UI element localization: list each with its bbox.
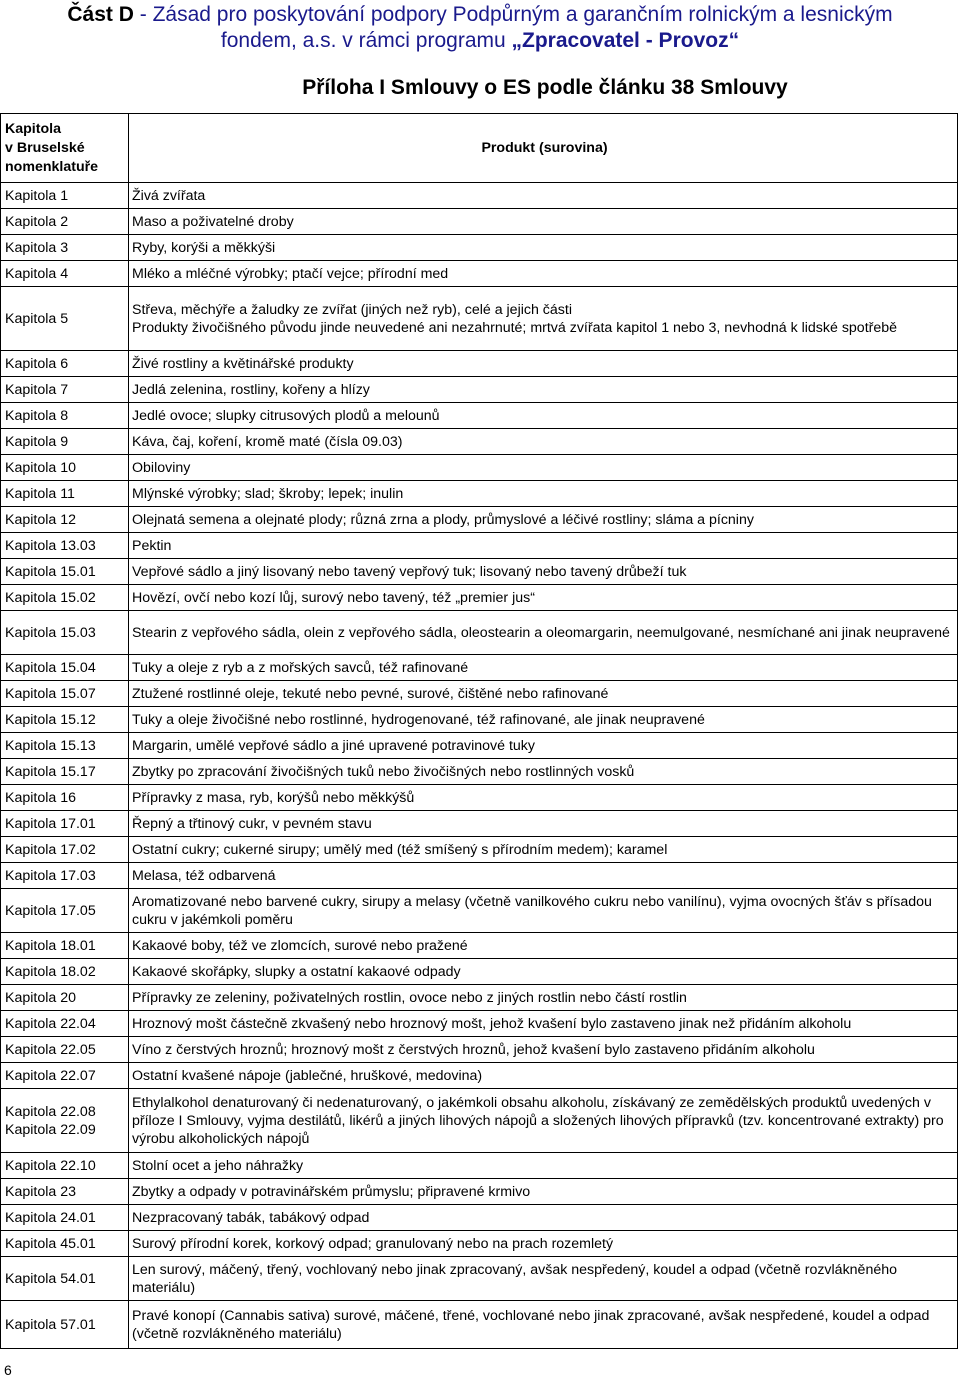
table-row-product <box>129 707 958 733</box>
product-text: Len surový, máčený, třený, vochlovaný nebo jinak zpracovaný, avšak nespředený, koudel a odpad (včetně rozvlákněného materiálu) <box>132 1261 898 1296</box>
table-row-chapter <box>0 261 129 287</box>
table-row-chapter <box>0 377 129 403</box>
nomenclature-table <box>0 113 958 1349</box>
table-row-chapter <box>0 1063 129 1089</box>
chapter-stack <box>5 815 96 833</box>
table-row-product <box>129 863 958 889</box>
table-row-product <box>129 559 958 585</box>
chapter-stack <box>5 989 76 1007</box>
table-row-product <box>129 351 958 377</box>
table-row-product <box>129 183 958 209</box>
header-product: Produkt (surovina) <box>129 113 958 183</box>
chapter-stack <box>5 763 96 781</box>
chapter-stack <box>5 1183 76 1201</box>
chapter-stack <box>5 659 96 677</box>
chapter-stack <box>5 1157 96 1175</box>
chapter-label: Kapitola 8 <box>5 407 69 424</box>
table-row-product <box>129 455 958 481</box>
product-text: Pektin <box>132 537 172 554</box>
title-program-name: „Zpracovatel - Provoz“ <box>511 29 740 52</box>
chapter-stack <box>5 737 96 755</box>
product-text: Střeva, měchýře a žaludky ze zvířat (jiných než ryb), celé a jejich části Produkty živočišného původu jinde neuvedené ani nezahrnuté; mrtvá zvířata kapitol 1 nebo 3, nevhodná k lidské spotřebě <box>132 301 898 336</box>
table-row-product <box>129 507 958 533</box>
chapter-stack <box>5 685 96 703</box>
table-row-chapter <box>0 455 129 481</box>
table-row-chapter <box>0 1037 129 1063</box>
chapter-label: Kapitola 12 <box>5 511 76 528</box>
chapter-stack <box>5 589 96 607</box>
chapter-stack <box>5 1015 96 1033</box>
chapter-stack <box>5 310 68 328</box>
table-row-product <box>129 1179 958 1205</box>
product-text: Jedlá zelenina, rostliny, kořeny a hlízy <box>132 381 370 398</box>
chapter-label: Kapitola 3 <box>5 239 69 256</box>
product-text: Ryby, korýši a měkkýši <box>132 239 276 256</box>
chapter-label: Kapitola 6 <box>5 355 69 372</box>
chapter-stack <box>5 407 68 425</box>
product-text: Surový přírodní korek, korkový odpad; granulovaný nebo na prach rozemletý <box>132 1235 614 1252</box>
chapter-label: Kapitola 16 <box>5 789 76 806</box>
table-row-product <box>129 209 958 235</box>
chapter-stack <box>5 485 75 503</box>
chapter-stack <box>5 902 96 920</box>
table-row-chapter <box>0 681 129 707</box>
table-row-chapter <box>0 707 129 733</box>
chapter-stack <box>5 841 96 859</box>
product-text: Maso a poživatelné droby <box>132 213 294 230</box>
chapter-label: Kapitola 22.07 <box>5 1067 96 1084</box>
table-row-product <box>129 1011 958 1037</box>
header-chapter-line: nomenklatuře <box>5 158 99 175</box>
chapter-stack <box>5 937 96 955</box>
product-text: Tuky a oleje živočišné nebo rostlinné, hydrogenované, též rafinované, ale jinak neupravené <box>132 711 705 728</box>
table-row-chapter <box>0 351 129 377</box>
product-text: Aromatizované nebo barvené cukry, sirupy a melasy (včetně vanilkového cukru nebo vanilínu), vyjma ovocných šťáv s přísadou cukru v jakémkoli poměru <box>132 893 932 928</box>
chapter-label: Kapitola 54.01 <box>5 1270 96 1287</box>
product-text: Jedlé ovoce; slupky citrusových plodů a melounů <box>132 407 440 424</box>
table-row-product <box>129 429 958 455</box>
product-text: Pravé konopí (Cannabis sativa) surové, máčené, třené, vochlované nebo jinak zpracované, avšak nespředené, koudel a odpad (včetně rozvlákněného materiálu) <box>132 1307 930 1342</box>
chapter-label: Kapitola 22.08 <box>5 1103 96 1120</box>
product-text: Hovězí, ovčí nebo kozí lůj, surový nebo tavený, též „premier jus“ <box>132 589 535 606</box>
table-row-product <box>129 1089 958 1153</box>
table-row-chapter <box>0 759 129 785</box>
table-row-chapter <box>0 837 129 863</box>
product-text: Káva, čaj, koření, kromě maté (čísla 09.03) <box>132 433 403 450</box>
table-row-product <box>129 655 958 681</box>
title-separator: - <box>133 3 153 26</box>
table-row-chapter <box>0 481 129 507</box>
chapter-label: Kapitola 45.01 <box>5 1235 96 1252</box>
table-row-product <box>129 1301 958 1349</box>
chapter-stack <box>5 1270 96 1288</box>
chapter-label: Kapitola 15.17 <box>5 763 96 780</box>
chapter-stack <box>5 1316 96 1334</box>
title-line2-a: fondem, a.s. <box>220 29 337 52</box>
chapter-label: Kapitola 2 <box>5 213 69 230</box>
table-row-chapter <box>0 959 129 985</box>
table-row-product <box>129 759 958 785</box>
chapter-stack <box>5 563 96 581</box>
table-row-product <box>129 611 958 655</box>
table-row-product <box>129 287 958 351</box>
product-text: Kakaové boby, též ve zlomcích, surové nebo pražené <box>132 937 468 954</box>
chapter-stack <box>5 1067 96 1085</box>
title-line1: Zásad pro poskytování podpory Podpůrným a garančním rolnickým a lesnickým <box>152 3 893 26</box>
chapter-label: Kapitola 15.01 <box>5 563 96 580</box>
chapter-label: Kapitola 23 <box>5 1183 76 1200</box>
product-text: Přípravky z masa, ryb, korýšů nebo měkkýšů <box>132 789 415 806</box>
product-text: Vepřové sádlo a jiný lisovaný nebo tavený vepřový tuk; lisovaný nebo tavený drůbeží tuk <box>132 563 687 580</box>
chapter-label: Kapitola 57.01 <box>5 1316 96 1333</box>
table-row-product <box>129 889 958 933</box>
chapter-label: Kapitola 15.07 <box>5 685 96 702</box>
table-row-product <box>129 1231 958 1257</box>
table-row-chapter <box>0 507 129 533</box>
product-text: Obiloviny <box>132 459 191 476</box>
table-row-chapter <box>0 611 129 655</box>
table-row-product <box>129 681 958 707</box>
chapter-label: Kapitola 18.02 <box>5 963 96 980</box>
chapter-stack <box>5 187 68 205</box>
table-row-product <box>129 1257 958 1301</box>
table-row-product <box>129 481 958 507</box>
chapter-label: Kapitola 10 <box>5 459 76 476</box>
chapter-stack <box>5 711 96 729</box>
chapter-stack <box>5 355 68 373</box>
table-row-product <box>129 403 958 429</box>
table-row-chapter <box>0 889 129 933</box>
chapter-label: Kapitola 17.01 <box>5 815 96 832</box>
chapter-label: Kapitola 15.02 <box>5 589 96 606</box>
chapter-label: Kapitola 17.02 <box>5 841 96 858</box>
chapter-label: Kapitola 7 <box>5 381 69 398</box>
product-text: Kakaové skořápky, slupky a ostatní kakaové odpady <box>132 963 461 980</box>
table-row-chapter <box>0 209 129 235</box>
chapter-stack <box>5 1235 96 1253</box>
product-text: Melasa, též odbarvená <box>132 867 276 884</box>
chapter-label: Kapitola 22.09 <box>5 1121 96 1138</box>
product-text: Ethylalkohol denaturovaný či nedenaturovaný, o jakémkoli obsahu alkoholu, získávaný ze zemědělských produktů uvedených v příloze I Smlouvy, vyjma destilátů, likérů a jiných lihových nápojů a složených lihových přípravků (tzv. koncentrované extrakty) pro výrobu alkoholických nápojů <box>132 1094 944 1147</box>
chapter-label: Kapitola 18.01 <box>5 937 96 954</box>
product-text: Živé rostliny a květinářské produkty <box>132 355 354 372</box>
product-text: Stolní ocet a jeho náhražky <box>132 1157 304 1174</box>
table-row-product <box>129 1063 958 1089</box>
table-row-chapter <box>0 1153 129 1179</box>
chapter-stack <box>5 624 96 642</box>
table-row-chapter <box>0 655 129 681</box>
product-text: Mléko a mléčné výrobky; ptačí vejce; přírodní med <box>132 265 449 282</box>
chapter-label: Kapitola 5 <box>5 310 69 327</box>
chapter-stack <box>5 789 76 807</box>
table-row-chapter <box>0 1231 129 1257</box>
section-subtitle: Příloha I Smlouvy o ES podle článku 38 Smlouvy <box>302 76 788 99</box>
table-row-chapter <box>0 1257 129 1301</box>
chapter-label: Kapitola 24.01 <box>5 1209 96 1226</box>
table-row-chapter <box>0 533 129 559</box>
table-row-chapter <box>0 733 129 759</box>
table-row-product <box>129 533 958 559</box>
chapter-stack <box>5 239 68 257</box>
table-row-chapter <box>0 403 129 429</box>
chapter-stack <box>5 867 96 885</box>
page-number: 6 <box>4 1362 12 1378</box>
product-text: Víno z čerstvých hroznů; hroznový mošt z čerstvých hroznů, jehož kvašení bylo zastaveno přidáním alkoholu <box>132 1041 815 1058</box>
table-row-product <box>129 811 958 837</box>
table-row-product <box>129 985 958 1011</box>
header-chapter-line: Kapitola <box>5 120 61 137</box>
table-row-product <box>129 837 958 863</box>
product-text: Tuky a oleje z ryb a z mořských savců, též rafinované <box>132 659 469 676</box>
chapter-stack <box>5 433 68 451</box>
chapter-stack <box>5 381 68 399</box>
product-text: Margarin, umělé vepřové sádlo a jiné upravené potravinové tuky <box>132 737 535 754</box>
product-text: Hroznový mošt částečně zkvašený nebo hroznový mošt, jehož kvašení bylo zastaveno jinak než přidáním alkoholu <box>132 1015 852 1032</box>
table-row-chapter <box>0 585 129 611</box>
chapter-stack <box>5 511 76 529</box>
table-row-product <box>129 377 958 403</box>
product-text: Živá zvířata <box>132 187 206 204</box>
product-text: Ztužené rostlinné oleje, tekuté nebo pevné, surové, čištěné nebo rafinované <box>132 685 609 702</box>
table-row-chapter <box>0 1205 129 1231</box>
table-row-chapter <box>0 1011 129 1037</box>
table-row-product <box>129 1205 958 1231</box>
chapter-label: Kapitola 17.03 <box>5 867 96 884</box>
table-row-chapter <box>0 183 129 209</box>
table-row-product <box>129 1037 958 1063</box>
chapter-label: Kapitola 15.04 <box>5 659 96 676</box>
chapter-label: Kapitola 15.13 <box>5 737 96 754</box>
table-row-chapter <box>0 1179 129 1205</box>
table-row-product <box>129 235 958 261</box>
product-text: Ostatní cukry; cukerné sirupy; umělý med (též smíšený s přírodním medem); karamel <box>132 841 668 858</box>
chapter-label: Kapitola 15.12 <box>5 711 96 728</box>
header-chapter <box>0 113 129 183</box>
chapter-stack <box>5 1209 96 1227</box>
table-row-chapter <box>0 559 129 585</box>
chapter-label: Kapitola 20 <box>5 989 76 1006</box>
document-title <box>0 2 960 54</box>
table-row-chapter <box>0 429 129 455</box>
product-text: Přípravky ze zeleniny, poživatelných rostlin, ovoce nebo z jiných rostlin nebo částí rostlin <box>132 989 687 1006</box>
chapter-label: Kapitola 22.04 <box>5 1015 96 1032</box>
product-text: Zbytky po zpracování živočišných tuků nebo živočišných nebo rostlinných vosků <box>132 763 635 780</box>
product-text: Ostatní kvašené nápoje (jablečné, hruškové, medovina) <box>132 1067 483 1084</box>
product-text: Mlýnské výrobky; slad; škroby; lepek; inulin <box>132 485 404 502</box>
table-row-product <box>129 1153 958 1179</box>
table-row-product <box>129 585 958 611</box>
table-row-chapter <box>0 985 129 1011</box>
chapter-stack <box>5 1041 96 1059</box>
chapter-stack <box>5 537 96 555</box>
table-row-chapter <box>0 933 129 959</box>
table-row-product <box>129 959 958 985</box>
table-row-chapter <box>0 235 129 261</box>
chapter-label: Kapitola 9 <box>5 433 69 450</box>
title-part: Část D <box>67 3 134 26</box>
table-row-chapter <box>0 287 129 351</box>
chapter-label: Kapitola 1 <box>5 187 69 204</box>
chapter-label: Kapitola 22.10 <box>5 1157 96 1174</box>
product-text: Zbytky a odpady v potravinářském průmyslu; připravené krmivo <box>132 1183 531 1200</box>
table-row-chapter <box>0 811 129 837</box>
table-row-chapter <box>0 1089 129 1153</box>
chapter-label: Kapitola 17.05 <box>5 902 96 919</box>
chapter-label: Kapitola 22.05 <box>5 1041 96 1058</box>
table-row-product <box>129 733 958 759</box>
table-row-chapter <box>0 863 129 889</box>
chapter-label: Kapitola 4 <box>5 265 69 282</box>
chapter-stack <box>5 265 68 283</box>
chapter-label: Kapitola 15.03 <box>5 624 96 641</box>
chapter-stack <box>5 1103 96 1139</box>
table-row-chapter <box>0 1301 129 1349</box>
product-text: Nezpracovaný tabák, tabákový odpad <box>132 1209 370 1226</box>
chapter-stack <box>5 459 76 477</box>
product-text: Stearin z vepřového sádla, olein z vepřového sádla, oleostearin a oleomargarin, neemulgované, nesmíchané ani jinak neupravené <box>132 624 950 641</box>
title-line2-b: v rámci programu <box>336 29 512 52</box>
table-row-product <box>129 785 958 811</box>
chapter-label: Kapitola 13.03 <box>5 537 96 554</box>
table-row-chapter <box>0 785 129 811</box>
product-text: Řepný a třtinový cukr, v pevném stavu <box>132 815 372 832</box>
header-chapter-line: v Bruselské <box>5 139 85 156</box>
table-row-product <box>129 933 958 959</box>
chapter-label: Kapitola 11 <box>5 485 75 502</box>
chapter-stack <box>5 213 68 231</box>
product-text: Olejnatá semena a olejnaté plody; různá zrna a plody, průmyslové a léčivé rostliny; sláma a pícniny <box>132 511 754 528</box>
chapter-stack <box>5 963 96 981</box>
table-row-product <box>129 261 958 287</box>
